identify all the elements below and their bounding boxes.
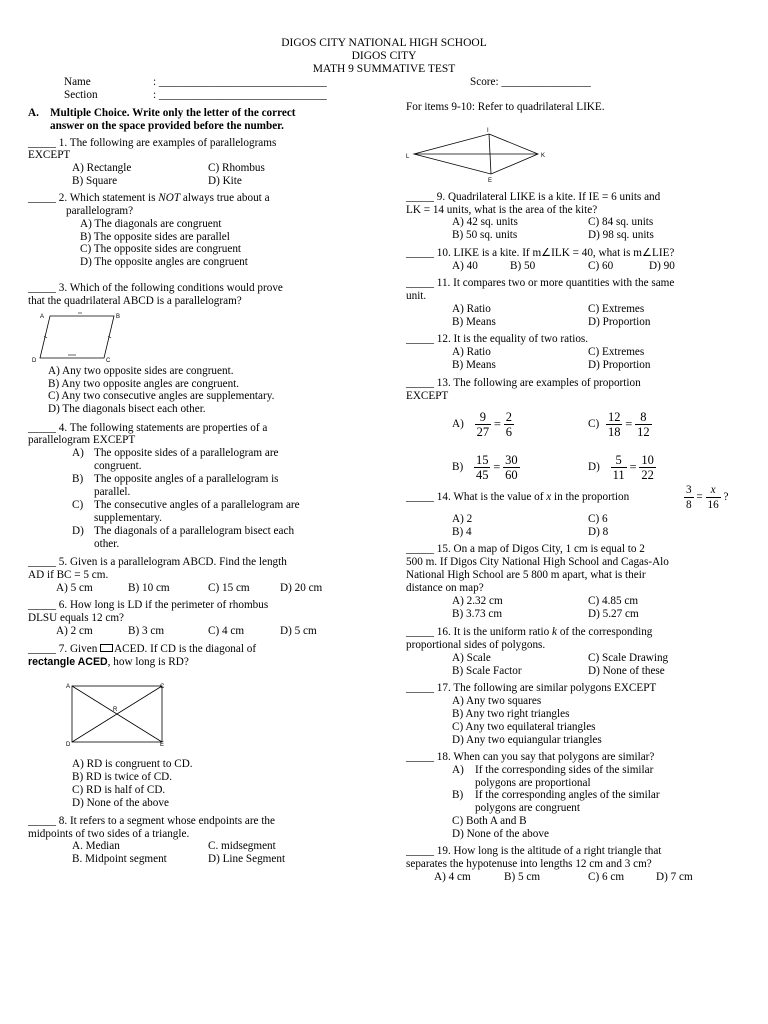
q1-option-b[interactable]: B) Square	[72, 175, 118, 187]
q8-option-d[interactable]: D) Line Segment	[208, 853, 286, 865]
q15-option-c[interactable]: C) 4.85 cm	[588, 595, 639, 607]
vertex-k-label: K	[541, 153, 546, 159]
q4-option-b-letter[interactable]: B)	[72, 473, 84, 485]
q4-option-d-2: other.	[94, 538, 120, 550]
q2-option-a[interactable]: A) The diagonals are congruent	[80, 218, 222, 230]
q19-option-a[interactable]: A) 4 cm	[434, 871, 471, 883]
vertex-b-label: B	[116, 314, 121, 320]
q11-stem: _____ 11. It compares two or more quantities with the same	[406, 277, 675, 289]
q2-stem: _____ 2. Which statement is NOT always true about a	[28, 192, 270, 204]
q5-option-a[interactable]: A) 5 cm	[56, 582, 93, 594]
q18-option-c[interactable]: C) Both A and B	[452, 815, 527, 827]
q13-option-c[interactable]: C) $\frac{12}{18}$ = $\frac{8}{12}$	[588, 410, 650, 439]
q9-stem-2: LK = 14 units, what is the area of the kite?	[406, 204, 598, 216]
q15-option-d[interactable]: D) 5.27 cm	[588, 608, 639, 620]
q4-stem-2: parallelogram EXCEPT	[28, 434, 136, 446]
q13-option-b[interactable]: B) $\frac{15}{45}$ = $\frac{30}{60}$	[452, 453, 518, 482]
q12-option-c[interactable]: C) Extremes	[588, 346, 645, 358]
q2-option-b[interactable]: B) The opposite sides are parallel	[80, 231, 230, 243]
q4-option-b[interactable]: The opposite angles of a parallelogram is	[94, 473, 279, 485]
q19-stem: _____ 19. How long is the altitude of a right triangle that	[406, 845, 662, 857]
q9-option-a[interactable]: A) 42 sq. units	[452, 216, 518, 228]
q12-option-a[interactable]: A) Ratio	[452, 346, 491, 358]
q5-stem: _____ 5. Given is a parallelogram ABCD. Find the length	[28, 556, 287, 568]
q5-stem-2: AD if BC = 5 cm.	[28, 569, 109, 581]
q15-option-a[interactable]: A) 2.32 cm	[452, 595, 503, 607]
name-label: Name	[64, 76, 91, 88]
vertex-c-label: C	[160, 684, 165, 690]
q2-option-c[interactable]: C) The opposite sides are congruent	[80, 243, 242, 255]
q4-option-a-2: congruent.	[94, 460, 142, 472]
section-a-title: Multiple Choice. Write only the letter of the correct	[50, 107, 296, 119]
q5-option-b[interactable]: B) 10 cm	[128, 582, 170, 594]
q16-option-a[interactable]: A) Scale	[452, 652, 491, 664]
q9-option-c[interactable]: C) 84 sq. units	[588, 216, 654, 228]
rectangle-symbol-icon	[100, 644, 113, 652]
q2-stem-2: parallelogram?	[66, 205, 134, 217]
q14-option-a[interactable]: A) 2	[452, 513, 473, 525]
q10-stem: _____ 10. LIKE is a kite. If m∠ILK = 40, what is m∠LIE?	[406, 247, 675, 259]
q4-option-a-letter[interactable]: A)	[72, 447, 84, 459]
q11-option-a[interactable]: A) Ratio	[452, 303, 491, 315]
q10-option-c[interactable]: C) 60	[588, 260, 614, 272]
q3-option-d[interactable]: D) The diagonals bisect each other.	[48, 403, 206, 415]
q18-option-b[interactable]: If the corresponding angles of the similar	[475, 789, 660, 801]
q7-stem: _____ 7. Given ACED. If CD is the diagonal of	[28, 643, 257, 655]
q13-stem-2: EXCEPT	[406, 390, 449, 402]
q18-option-d[interactable]: D) None of the above	[452, 828, 549, 840]
q12-option-d[interactable]: D) Proportion	[588, 359, 651, 371]
q7-stem-2: rectangle ACED, how long is RD?	[28, 656, 189, 668]
q18-option-a-2: polygons are proportional	[475, 777, 591, 789]
q16-stem-2: proportional sides of polygons.	[406, 639, 546, 651]
q15-option-b[interactable]: B) 3.73 cm	[452, 608, 503, 620]
q7-option-c[interactable]: C) RD is half of CD.	[72, 784, 166, 796]
q18-option-a-letter[interactable]: A)	[452, 764, 464, 776]
q10-option-a[interactable]: A) 40	[452, 260, 478, 272]
q4-option-c-2: supplementary.	[94, 512, 162, 524]
section-a-title-2: answer on the space provided before the number.	[50, 120, 284, 132]
q3-stem-2: that the quadrilateral ABCD is a parallelogram?	[28, 295, 242, 307]
q1-stem-2: EXCEPT	[28, 149, 71, 161]
q8-option-a[interactable]: A. Median	[72, 840, 120, 852]
q9-option-d[interactable]: D) 98 sq. units	[588, 229, 654, 241]
vertex-d-label: D	[32, 358, 37, 364]
q18-option-b-letter[interactable]: B)	[452, 789, 464, 801]
q18-option-a[interactable]: If the corresponding sides of the similar	[475, 764, 654, 776]
q8-stem-2: midpoints of two sides of a triangle.	[28, 828, 190, 840]
center-r-label: R	[113, 707, 118, 713]
vertex-a-label: A	[66, 684, 71, 690]
q6-stem-2: DLSU equals 12 cm?	[28, 612, 125, 624]
section-field[interactable]: : ______________________________	[153, 89, 327, 101]
q17-option-b[interactable]: B) Any two right triangles	[452, 708, 570, 720]
q13-option-a[interactable]: A) $\frac{9}{27}$ = $\frac{2}{6}$	[452, 410, 513, 439]
q12-option-b[interactable]: B) Means	[452, 359, 496, 371]
q14-proportion: $\frac{3}{8}$ = $\frac{x}{16}$ ?	[686, 484, 729, 511]
q11-option-c[interactable]: C) Extremes	[588, 303, 645, 315]
q5-option-d[interactable]: D) 20 cm	[280, 582, 323, 594]
q3-option-c[interactable]: C) Any two consecutive angles are supplementary.	[48, 390, 275, 402]
q12-stem: _____ 12. It is the equality of two ratios.	[406, 333, 589, 345]
q3-stem: _____ 3. Which of the following conditions would prove	[28, 282, 283, 294]
q6-option-a[interactable]: A) 2 cm	[56, 625, 93, 637]
q11-stem-2: unit.	[406, 290, 427, 302]
q3-option-a[interactable]: A) Any two opposite sides are congruent.	[48, 365, 234, 377]
name-field[interactable]: : ______________________________	[153, 76, 327, 88]
vertex-a-label: A	[40, 314, 45, 320]
q17-stem: _____ 17. The following are similar polygons EXCEPT	[406, 682, 657, 694]
q4-option-c[interactable]: The consecutive angles of a parallelogram are	[94, 499, 300, 511]
vertex-d-label: D	[66, 742, 71, 748]
q4-option-c-letter[interactable]: C)	[72, 499, 84, 511]
q4-stem: _____ 4. The following statements are properties of a	[28, 422, 268, 434]
q17-option-d[interactable]: D) Any two equiangular triangles	[452, 734, 602, 746]
school-name: DIGOS CITY NATIONAL HIGH SCHOOL	[281, 37, 487, 49]
q10-option-b[interactable]: B) 50	[510, 260, 536, 272]
vertex-l-label: L	[406, 154, 410, 160]
q10-option-d[interactable]: D) 90	[649, 260, 675, 272]
q4-option-b-2: parallel.	[94, 486, 131, 498]
q3-option-b[interactable]: B) Any two opposite angles are congruent.	[48, 378, 240, 390]
q15-stem-2: 500 m. If Digos City National High School and Cagas-Alo	[406, 556, 669, 568]
q1-option-d[interactable]: D) Kite	[208, 175, 242, 187]
q9-option-b[interactable]: B) 50 sq. units	[452, 229, 518, 241]
rectangle-aced-figure	[62, 680, 172, 748]
q14-option-d[interactable]: D) 8	[588, 526, 609, 538]
q15-stem-3: National High School are 5 800 m apart, what is their	[406, 569, 646, 581]
q19-option-b[interactable]: B) 5 cm	[504, 871, 541, 883]
vertex-e-label: E	[488, 178, 493, 184]
q16-option-b[interactable]: B) Scale Factor	[452, 665, 522, 677]
q4-option-d-letter[interactable]: D)	[72, 525, 84, 537]
kite-like-figure	[400, 122, 560, 186]
q16-option-c[interactable]: C) Scale Drawing	[588, 652, 669, 664]
q6-stem: _____ 6. How long is LD if the perimeter of rhombus	[28, 599, 269, 611]
section-a-letter: A.	[28, 107, 39, 119]
q1-stem: _____ 1. The following are examples of parallelograms	[28, 137, 277, 149]
vertex-c-label: C	[106, 358, 111, 364]
q15-stem: _____ 15. On a map of Digos City, 1 cm is equal to 2	[406, 543, 645, 555]
q2-option-d[interactable]: D) The opposite angles are congruent	[80, 256, 248, 268]
q16-option-d[interactable]: D) None of these	[588, 665, 665, 677]
q6-option-b[interactable]: B) 3 cm	[128, 625, 165, 637]
q17-option-a[interactable]: A) Any two squares	[452, 695, 542, 707]
test-title: MATH 9 SUMMATIVE TEST	[312, 63, 456, 75]
q18-stem: _____ 18. When can you say that polygons are similar?	[406, 751, 655, 763]
q5-option-c[interactable]: C) 15 cm	[208, 582, 250, 594]
q8-option-c[interactable]: C. midsegment	[208, 840, 276, 852]
q4-option-a[interactable]: The opposite sides of a parallelogram are	[94, 447, 279, 459]
vertex-e-label: E	[160, 742, 165, 748]
q4-option-d[interactable]: The diagonals of a parallelogram bisect each	[94, 525, 295, 537]
q7-option-d[interactable]: D) None of the above	[72, 797, 169, 809]
vertex-i-label: I	[487, 128, 489, 134]
q6-option-d[interactable]: D) 5 cm	[280, 625, 317, 637]
q16-stem: _____ 16. It is the uniform ratio k of the corresponding	[406, 626, 653, 638]
q18-option-b-2: polygons are congruent	[475, 802, 581, 814]
q8-option-b[interactable]: B. Midpoint segment	[72, 853, 167, 865]
q14-option-b[interactable]: B) 4	[452, 526, 472, 538]
items-9-10-instruction: For items 9-10: Refer to quadrilateral LIKE.	[406, 101, 605, 113]
q1-option-c[interactable]: C) Rhombus	[208, 162, 265, 174]
q7-option-b[interactable]: B) RD is twice of CD.	[72, 771, 173, 783]
city-name: DIGOS CITY	[351, 50, 417, 62]
q19-stem-2: separates the hypotenuse into lengths 12 cm and 3 cm?	[406, 858, 652, 870]
q15-stem-4: distance on map?	[406, 582, 484, 594]
q19-option-d[interactable]: D) 7 cm	[656, 871, 693, 883]
q1-option-a[interactable]: A) Rectangle	[72, 162, 132, 174]
q7-option-a[interactable]: A) RD is congruent to CD.	[72, 758, 193, 770]
section-label: Section	[64, 89, 98, 101]
q13-stem: _____ 13. The following are examples of proportion	[406, 377, 641, 389]
q8-stem: _____ 8. It refers to a segment whose endpoints are the	[28, 815, 275, 827]
q19-option-c[interactable]: C) 6 cm	[588, 871, 625, 883]
q6-option-c[interactable]: C) 4 cm	[208, 625, 245, 637]
q11-option-b[interactable]: B) Means	[452, 316, 496, 328]
q17-option-c[interactable]: C) Any two equilateral triangles	[452, 721, 596, 733]
q11-option-d[interactable]: D) Proportion	[588, 316, 651, 328]
q13-option-d[interactable]: D) $\frac{5}{11}$ = $\frac{10}{22}$	[588, 453, 654, 482]
score-field[interactable]: Score: ________________	[470, 76, 591, 88]
q14-stem: _____ 14. What is the value of x in the proportion	[406, 491, 630, 503]
q14-option-c[interactable]: C) 6	[588, 513, 608, 525]
parallelogram-abcd-figure	[30, 310, 130, 365]
q9-stem: _____ 9. Quadrilateral LIKE is a kite. If IE = 6 units and	[406, 191, 661, 203]
